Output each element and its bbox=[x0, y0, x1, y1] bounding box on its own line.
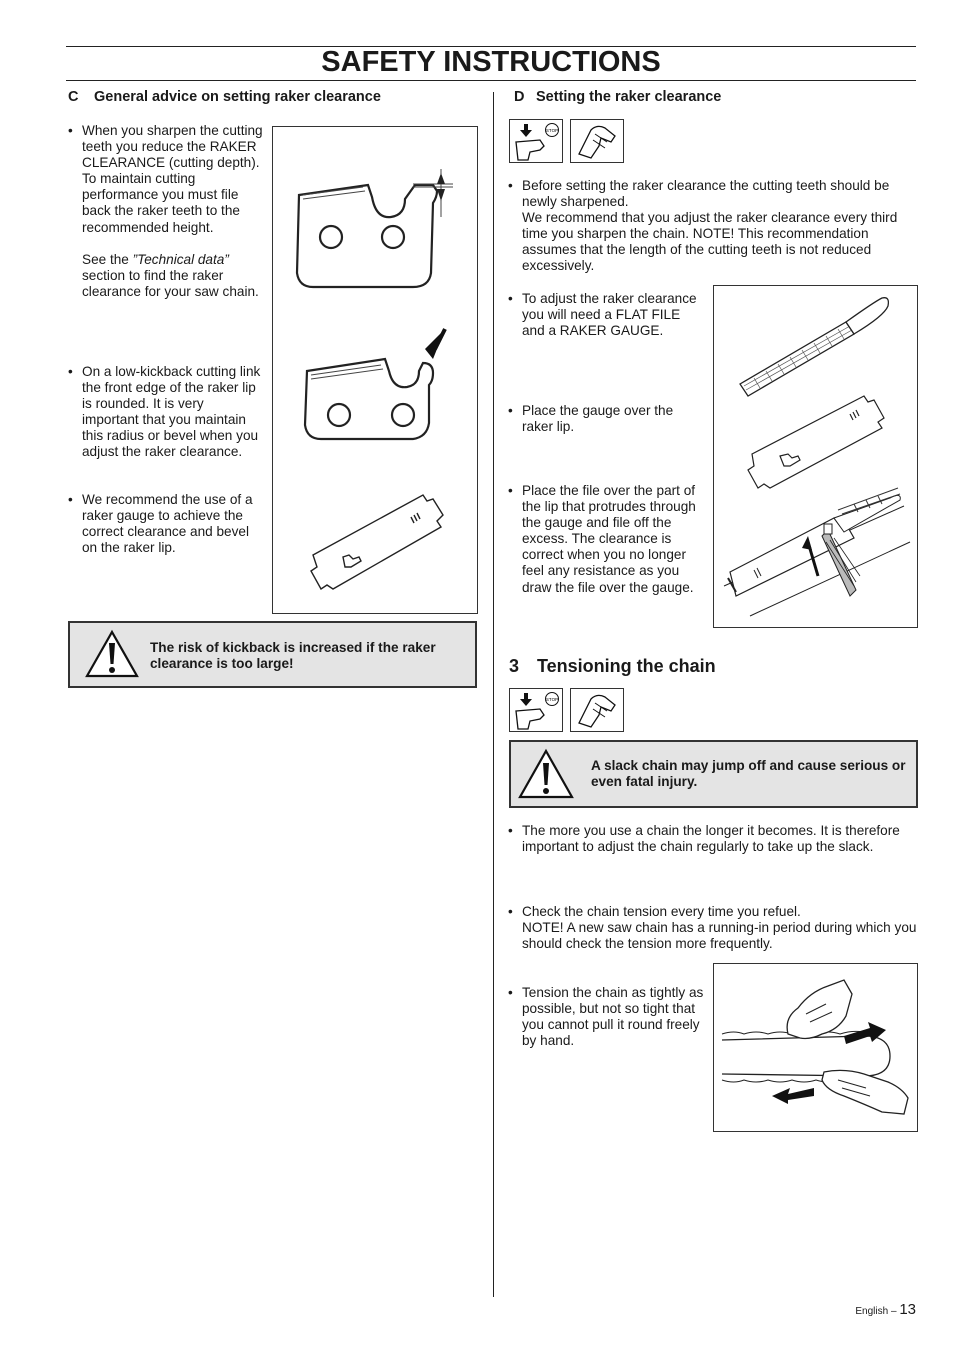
section-3-heading bbox=[509, 656, 716, 677]
section-d-bullet-3 bbox=[508, 403, 697, 435]
section-c-bullet-2 bbox=[68, 364, 264, 461]
section-d-bullet-1 bbox=[508, 178, 917, 275]
arrow-left-icon bbox=[772, 1088, 814, 1104]
section-c-bullet-1 bbox=[68, 123, 264, 300]
section-c-bullet-1-para2 bbox=[82, 252, 264, 300]
page-footer bbox=[855, 1301, 916, 1318]
page-title: SAFETY INSTRUCTIONS bbox=[321, 46, 661, 78]
section-c-bullet-3 bbox=[68, 492, 264, 556]
slack-chain-warning-text: A slack chain may jump off and cause serious or even fatal injury. bbox=[591, 758, 906, 790]
section-d-heading bbox=[514, 89, 721, 105]
stop-label: STOP bbox=[545, 128, 559, 133]
section-d-letter: D bbox=[514, 89, 525, 105]
bullet-dot: • bbox=[68, 123, 73, 138]
warning-triangle-icon bbox=[84, 629, 140, 679]
cutter-link-illustrations bbox=[273, 127, 477, 613]
section-c-bullet-1-para1: When you sharpen the cutting teeth you reduce the RAKER CLEARANCE (cutting depth). To maintain cutting performance you must file back the raker teeth to the recommended height. bbox=[82, 123, 263, 235]
section-d-bullet-1-line2: We recommend that you adjust the raker clearance every third time you sharpen the chain. NOTE! This recommendation assumes that the length of the cutting teeth is not reduced excessively. bbox=[522, 210, 898, 274]
bullet-dot: • bbox=[508, 904, 513, 919]
section-d-bullet-2-text: To adjust the raker clearance you will need a FLAT FILE and a RAKER GAUGE. bbox=[522, 291, 697, 339]
section-d-bullet-2 bbox=[508, 291, 697, 339]
kickback-warning-box bbox=[68, 621, 477, 688]
protective-glove-icon bbox=[570, 119, 624, 163]
section-3-bullet-1-text: The more you use a chain the longer it becomes. It is therefore important to adjust the chain regularly to take up the slack. bbox=[522, 823, 900, 855]
section-3-bullet-3-text: Tension the chain as tightly as possible, but not so tight that you cannot pull it round freely by hand. bbox=[522, 985, 704, 1049]
header-bottom-rule bbox=[66, 80, 916, 81]
bullet-dot: • bbox=[508, 483, 513, 498]
slack-chain-warning-box bbox=[509, 740, 918, 808]
stop-engine-icon bbox=[509, 119, 563, 163]
bullet-dot: • bbox=[508, 178, 513, 193]
section-d-bullet-1-line1: Before setting the raker clearance the cutting teeth should be newly sharpened. bbox=[522, 178, 890, 210]
file-gauge-illustrations bbox=[714, 286, 917, 627]
section-c-title: General advice on setting raker clearance bbox=[94, 89, 381, 105]
bullet-dot: • bbox=[508, 403, 513, 418]
section-d-bullet-4 bbox=[508, 483, 700, 596]
section-c-letter: C bbox=[68, 89, 79, 105]
arrow-up-head bbox=[437, 189, 445, 201]
raker-clearance-figure bbox=[272, 126, 478, 614]
gauge-drawing bbox=[748, 396, 884, 488]
section-d-bullet-3-text: Place the gauge over the raker lip. bbox=[522, 403, 674, 435]
section-3-bullet-3 bbox=[508, 985, 704, 1049]
page-number: 13 bbox=[899, 1301, 916, 1318]
footer-language: English – bbox=[855, 1306, 897, 1317]
section-c-bullet-2-text: On a low-kickback cutting link the front edge of the raker lip is rounded. It is very important that you maintain this radius or bevel when you adjust the raker clearance. bbox=[82, 364, 261, 460]
section-3-bullet-2-line1: Check the chain tension every time you refuel. bbox=[522, 904, 801, 919]
bullet-dot: • bbox=[68, 364, 73, 379]
see-suffix: section to find the raker clearance for your saw chain. bbox=[82, 267, 259, 299]
protective-glove-icon-2 bbox=[570, 688, 624, 732]
section-3-bullet-2 bbox=[508, 904, 917, 952]
section-3-number: 3 bbox=[509, 656, 520, 676]
file-and-gauge-figure bbox=[713, 285, 918, 628]
bullet-dot: • bbox=[68, 492, 73, 507]
bullet-dot: • bbox=[508, 985, 513, 1000]
arrow-down-head bbox=[437, 173, 445, 184]
section-d-bullet-4-text: Place the file over the part of the lip that protrudes through the gauge and file off the excess. The clearance is correct when you no longer feel any resistance as you draw the file over the gauge. bbox=[522, 483, 696, 595]
warning-triangle-icon bbox=[517, 748, 575, 800]
cutter-link-top-drawing bbox=[297, 185, 437, 287]
section-c-bullet-3-text: We recommend the use of a raker gauge to achieve the correct clearance and bevel on the raker lip. bbox=[82, 492, 253, 556]
hands-pulling-chain-drawing bbox=[714, 964, 917, 1131]
bullet-dot: • bbox=[508, 823, 513, 838]
kickback-warning-text: The risk of kickback is increased if the raker clearance is too large! bbox=[150, 640, 436, 672]
arrow-right-icon bbox=[844, 1022, 886, 1044]
section-d-title: Setting the raker clearance bbox=[536, 89, 722, 105]
chain-tension-figure bbox=[713, 963, 918, 1132]
section-c-heading bbox=[68, 89, 381, 105]
stop-engine-icon-2 bbox=[509, 688, 563, 732]
raker-gauge-drawing bbox=[311, 495, 443, 589]
technical-data-ref: ”Technical data” bbox=[132, 251, 229, 267]
section-3-title: Tensioning the chain bbox=[537, 656, 716, 676]
see-prefix: See the bbox=[82, 251, 133, 267]
stop-label: STOP bbox=[545, 697, 559, 702]
section-3-bullet-1 bbox=[508, 823, 917, 855]
column-divider bbox=[493, 92, 494, 1297]
bullet-dot: • bbox=[508, 291, 513, 306]
gauge-on-chain-drawing bbox=[724, 488, 910, 616]
flat-file-drawing bbox=[740, 298, 888, 396]
section-3-bullet-2-line2: NOTE! A new saw chain has a running-in period during which you should check the tension more frequently. bbox=[522, 920, 917, 952]
